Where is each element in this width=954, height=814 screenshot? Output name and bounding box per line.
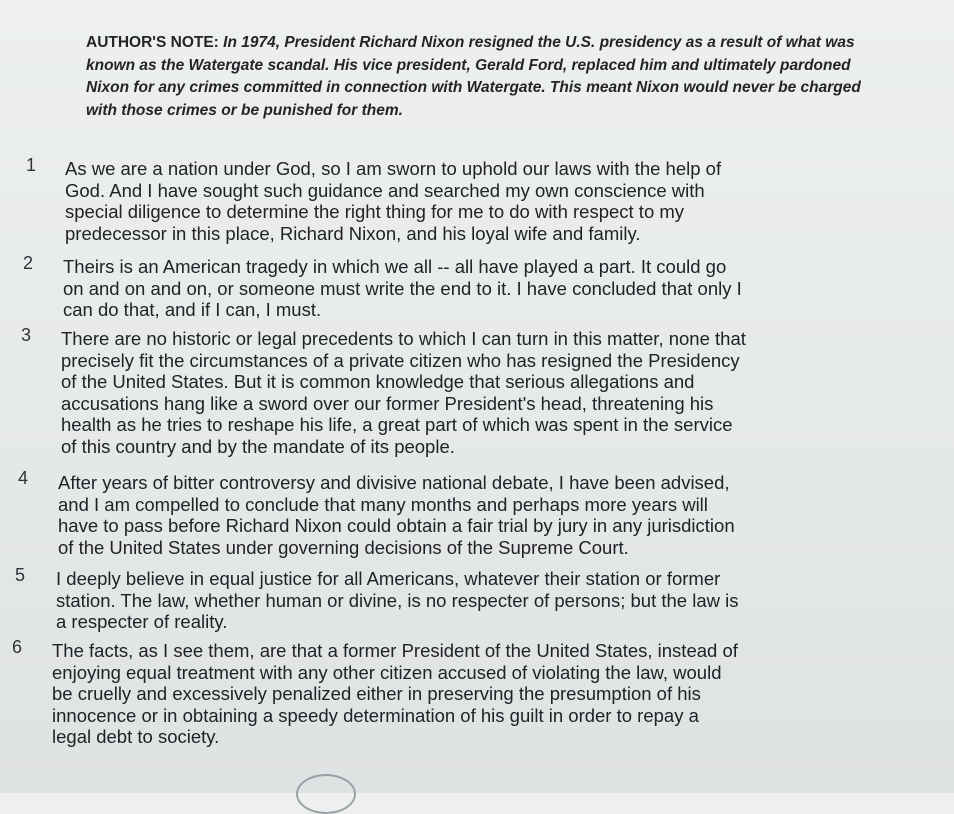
paragraph-number: 4 [18, 468, 29, 488]
paragraph-number: 1 [26, 155, 37, 175]
paragraph-line: of this country and by the mandate of its people. [61, 435, 455, 457]
paragraph-line: After years of bitter controversy and divisive national debate, I have been advised, [58, 472, 730, 493]
paragraph-number: 5 [15, 565, 26, 585]
paragraph-line: precisely fit the circumstances of a private citizen who has resigned the Presidency [61, 349, 740, 371]
paragraph-line: innocence or in obtaining a speedy determination of his guilt in order to repay a [52, 704, 699, 726]
paragraph-line: of the United States. But it is common knowledge that serious allegations and [61, 371, 695, 392]
paragraph-line: predecessor in this place, Richard Nixon, and his loyal wife and family. [65, 222, 641, 244]
author-note-line: AUTHOR'S NOTE: In 1974, President Richard Nixon resigned the U.S. presidency as a result of what was [86, 34, 855, 51]
paragraph-line: enjoying equal treatment with any other citizen accused of violating the law, would [52, 661, 722, 683]
paragraph-number: 2 [23, 253, 34, 273]
paragraph-line: and I am compelled to conclude that many months and perhaps more years will [58, 493, 708, 515]
paragraph-line: accusations hang like a sword over our former President's head, threatening his [61, 392, 714, 414]
scroll-indicator-icon [296, 774, 356, 814]
paragraph-4 [58, 472, 735, 558]
paragraph-line: God. And I have sought such guidance and searched my own conscience with [65, 179, 705, 201]
paragraph-line: As we are a nation under God, so I am sworn to uphold our laws with the help of [65, 158, 722, 179]
paragraph-1 [65, 158, 721, 244]
paragraph-line: health as he tries to reshape his life, a great part of which was spent in the service [61, 414, 733, 435]
paragraph-line: I deeply believe in equal justice for all Americans, whatever their station or former [56, 568, 721, 589]
paragraph-line: Theirs is an American tragedy in which we all -- all have played a part. It could go [63, 256, 727, 277]
author-note-label: AUTHOR'S NOTE: [86, 34, 219, 51]
paragraph-number: 6 [12, 637, 23, 657]
paragraph-2 [63, 256, 742, 321]
paragraph-line: The facts, as I see them, are that a former President of the United States, instead of [52, 640, 738, 661]
paragraph-line: a respecter of reality. [56, 611, 228, 632]
author-note-line: with those crimes or be punished for them. [86, 101, 403, 119]
paragraph-line: legal debt to society. [52, 726, 220, 747]
paragraph-line: have to pass before Richard Nixon could obtain a fair trial by jury in any jurisdiction [58, 515, 735, 536]
paragraph-line: of the United States under governing decisions of the Supreme Court. [58, 536, 629, 558]
author-note-line: Nixon for any crimes committed in connection with Watergate. This meant Nixon would never be charged [86, 79, 861, 96]
author-note [86, 32, 948, 122]
paragraph-line: There are no historic or legal precedents to which I can turn in this matter, none that [61, 328, 746, 349]
paragraph-6 [52, 640, 738, 748]
author-note-line: known as the Watergate scandal. His vice president, Gerald Ford, replaced him and ultimately pardoned [86, 56, 851, 74]
paragraph-number: 3 [21, 325, 32, 345]
paragraph-line: special diligence to determine the right thing for me to do with respect to my [65, 201, 685, 222]
paragraph-line: on and on and on, or someone must write the end to it. I have concluded that only I [63, 277, 742, 299]
paragraph-line: be cruelly and excessively penalized either in preserving the presumption of his [52, 683, 701, 704]
paragraph-3 [61, 328, 746, 457]
paragraph-line: station. The law, whether human or divine, is no respecter of persons; but the law is [56, 589, 739, 611]
paragraph-line: can do that, and if I can, I must. [63, 299, 322, 320]
paragraph-5 [56, 568, 738, 633]
